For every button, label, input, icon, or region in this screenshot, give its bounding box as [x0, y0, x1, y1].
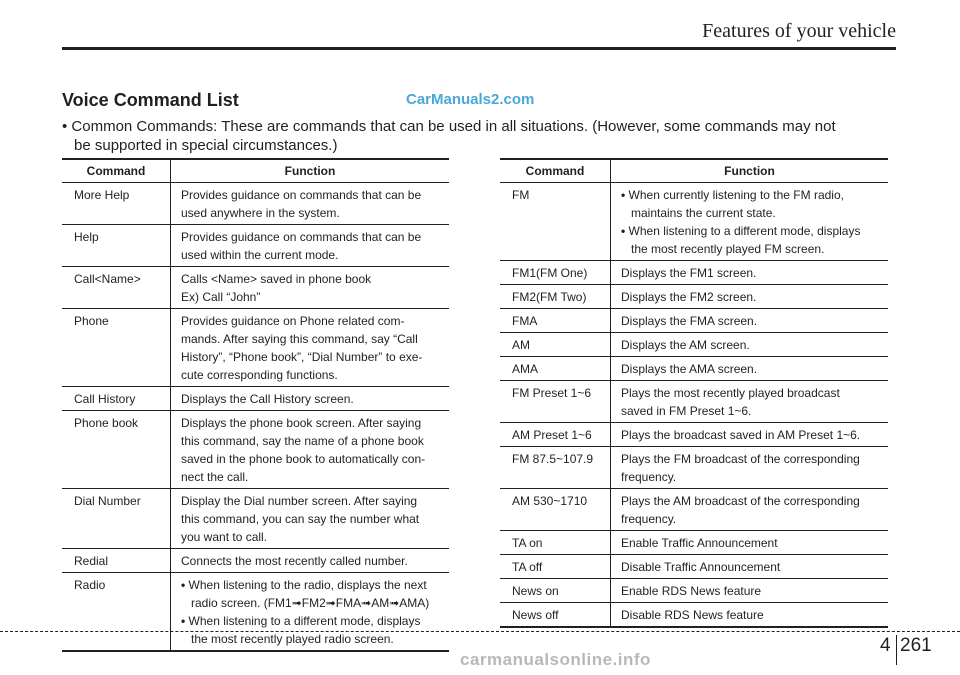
function-cell — [611, 381, 889, 423]
command-cell: FM Preset 1~6 — [500, 381, 611, 423]
function-line: saved in FM Preset 1~6. — [621, 404, 752, 418]
function-line: Provides guidance on Phone related com- — [181, 314, 405, 328]
command-cell: TA off — [500, 555, 611, 579]
bullet-dot: • — [621, 224, 626, 238]
function-line: Provides guidance on commands that can be — [181, 230, 422, 244]
function-line: Plays the broadcast saved in AM Preset 1~6. — [621, 428, 861, 442]
function-line: Connects the most recently called number. — [181, 554, 408, 568]
function-line: used anywhere in the system. — [181, 206, 340, 220]
function-cell — [611, 489, 889, 531]
table-row — [62, 183, 449, 225]
function-line: Enable RDS News feature — [621, 584, 762, 598]
function-line: frequency. — [621, 512, 677, 526]
bullet-item — [621, 222, 886, 258]
bullet-line: the most recently played radio screen. — [191, 632, 394, 646]
table-row — [500, 447, 888, 489]
function-cell — [171, 573, 450, 652]
function-line: Displays the phone book screen. After saying — [181, 416, 422, 430]
bullet-first-line — [621, 222, 886, 240]
command-cell: TA on — [500, 531, 611, 555]
bullet-item — [181, 576, 447, 612]
right-table-body — [500, 183, 888, 628]
function-cell — [171, 225, 450, 267]
function-cell — [611, 579, 889, 603]
command-cell: Call History — [62, 387, 171, 411]
function-line: Provides guidance on commands that can be — [181, 188, 422, 202]
left-table-body — [62, 183, 449, 652]
function-line: Disable Traffic Announcement — [621, 560, 781, 574]
table-row — [500, 531, 888, 555]
command-cell: FM 87.5~107.9 — [500, 447, 611, 489]
function-line: Enable Traffic Announcement — [621, 536, 778, 550]
function-line: this command, say the name of a phone book — [181, 434, 424, 448]
table-row — [500, 309, 888, 333]
command-header: Command — [62, 159, 171, 183]
command-cell: AM — [500, 333, 611, 357]
function-cell — [171, 267, 450, 309]
bullet-dot: • — [181, 578, 186, 592]
function-line: this command, you can say the number what — [181, 512, 420, 526]
table-row — [62, 387, 449, 411]
table-row — [500, 285, 888, 309]
table-row — [62, 411, 449, 489]
table-row — [500, 357, 888, 381]
function-line: mands. After saying this command, say “Call — [181, 332, 418, 346]
table-row — [500, 423, 888, 447]
table-row — [62, 267, 449, 309]
function-cell — [171, 489, 450, 549]
table-row — [62, 573, 449, 652]
command-cell: AM Preset 1~6 — [500, 423, 611, 447]
bullet-first-line — [181, 612, 447, 630]
command-cell: FMA — [500, 309, 611, 333]
header-title: Features of your vehicle — [702, 20, 896, 42]
function-cell — [611, 423, 889, 447]
table-row — [62, 309, 449, 387]
function-line: nect the call. — [181, 470, 249, 484]
function-cell — [611, 333, 889, 357]
command-header: Command — [500, 159, 611, 183]
command-cell: FM2(FM Two) — [500, 285, 611, 309]
bullet-first-line — [621, 186, 886, 204]
bullet-first-line — [181, 576, 447, 594]
function-cell — [611, 309, 889, 333]
command-cell: Phone book — [62, 411, 171, 489]
page-number-divider — [896, 635, 897, 665]
command-cell: News on — [500, 579, 611, 603]
function-cell — [611, 261, 889, 285]
function-cell — [171, 549, 450, 573]
bullet-dot: • — [621, 188, 626, 202]
bullet-line: the most recently played FM screen. — [631, 242, 825, 256]
command-cell: Radio — [62, 573, 171, 652]
table-row — [500, 555, 888, 579]
command-cell: AMA — [500, 357, 611, 381]
function-line: Displays the FM1 screen. — [621, 266, 757, 280]
function-line: saved in the phone book to automatically con- — [181, 452, 426, 466]
table-row — [500, 603, 888, 628]
function-header: Function — [611, 159, 889, 183]
table-row — [500, 381, 888, 423]
bullet-text: When currently listening to the FM radio, — [628, 188, 844, 202]
function-line: Calls <Name> saved in phone book — [181, 272, 372, 286]
bullet-item — [621, 186, 886, 222]
function-line: Disable RDS News feature — [621, 608, 764, 622]
function-line: Display the Dial number screen. After saying — [181, 494, 418, 508]
function-line: Plays the AM broadcast of the corresponding — [621, 494, 860, 508]
command-cell: Call<Name> — [62, 267, 171, 309]
function-cell — [611, 183, 889, 261]
table-row — [500, 489, 888, 531]
function-cell — [611, 603, 889, 628]
watermark-bottom: carmanualsonline.info — [460, 650, 651, 669]
function-line: used within the current mode. — [181, 248, 339, 262]
table-row — [62, 549, 449, 573]
function-line: you want to call. — [181, 530, 268, 544]
function-line: Plays the FM broadcast of the corresponding — [621, 452, 860, 466]
bullet-line: maintains the current state. — [631, 206, 776, 220]
command-cell: Redial — [62, 549, 171, 573]
intro-paragraph — [62, 117, 902, 155]
footer-rule — [0, 631, 960, 632]
bullet-line: radio screen. (FM1➟FM2➟FMA➟AM➟AMA) — [191, 596, 430, 610]
function-line: History”, “Phone book”, “Dial Number” to exe- — [181, 350, 423, 364]
command-cell: FM1(FM One) — [500, 261, 611, 285]
section-title: Voice Command List — [62, 90, 239, 110]
header-rule — [62, 47, 896, 50]
command-cell: News off — [500, 603, 611, 628]
table-row — [500, 333, 888, 357]
function-line: Displays the FMA screen. — [621, 314, 758, 328]
bullet-text: When listening to a different mode, displays — [628, 224, 861, 238]
function-cell — [611, 357, 889, 381]
table-row — [62, 489, 449, 549]
bullet-text: When listening to the radio, displays the next — [188, 578, 427, 592]
table-row — [62, 225, 449, 267]
table-row — [500, 183, 888, 261]
function-line: Ex) Call “John” — [181, 290, 261, 304]
function-line: frequency. — [621, 470, 677, 484]
bullet-item — [181, 612, 447, 648]
function-cell — [611, 447, 889, 489]
function-header: Function — [171, 159, 450, 183]
function-cell — [611, 555, 889, 579]
chapter-number: 4 — [880, 635, 891, 656]
function-cell — [171, 411, 450, 489]
table-row — [500, 579, 888, 603]
function-cell — [171, 387, 450, 411]
function-line: Displays the AM screen. — [621, 338, 750, 352]
function-cell — [611, 285, 889, 309]
page-number: 261 — [900, 635, 932, 656]
command-cell: AM 530~1710 — [500, 489, 611, 531]
function-line: Displays the AMA screen. — [621, 362, 758, 376]
function-line: Displays the Call History screen. — [181, 392, 354, 406]
command-cell: Dial Number — [62, 489, 171, 549]
intro-line-1: • Common Commands: These are commands that can be used in all situations. (However, some commands may not — [62, 118, 836, 135]
right-command-table — [500, 158, 888, 628]
function-line: Displays the FM2 screen. — [621, 290, 757, 304]
command-cell: More Help — [62, 183, 171, 225]
left-command-table — [62, 158, 449, 652]
command-cell: Phone — [62, 309, 171, 387]
function-cell — [171, 183, 450, 225]
table-row — [500, 261, 888, 285]
bullet-text: When listening to a different mode, displays — [188, 614, 421, 628]
function-cell — [611, 531, 889, 555]
command-cell: FM — [500, 183, 611, 261]
intro-line-2: be supported in special circumstances.) — [74, 137, 338, 154]
watermark-top: CarManuals2.com — [406, 91, 535, 108]
function-cell — [171, 309, 450, 387]
function-line: Plays the most recently played broadcast — [621, 386, 840, 400]
function-line: cute corresponding functions. — [181, 368, 338, 382]
command-cell: Help — [62, 225, 171, 267]
bullet-dot: • — [181, 614, 186, 628]
